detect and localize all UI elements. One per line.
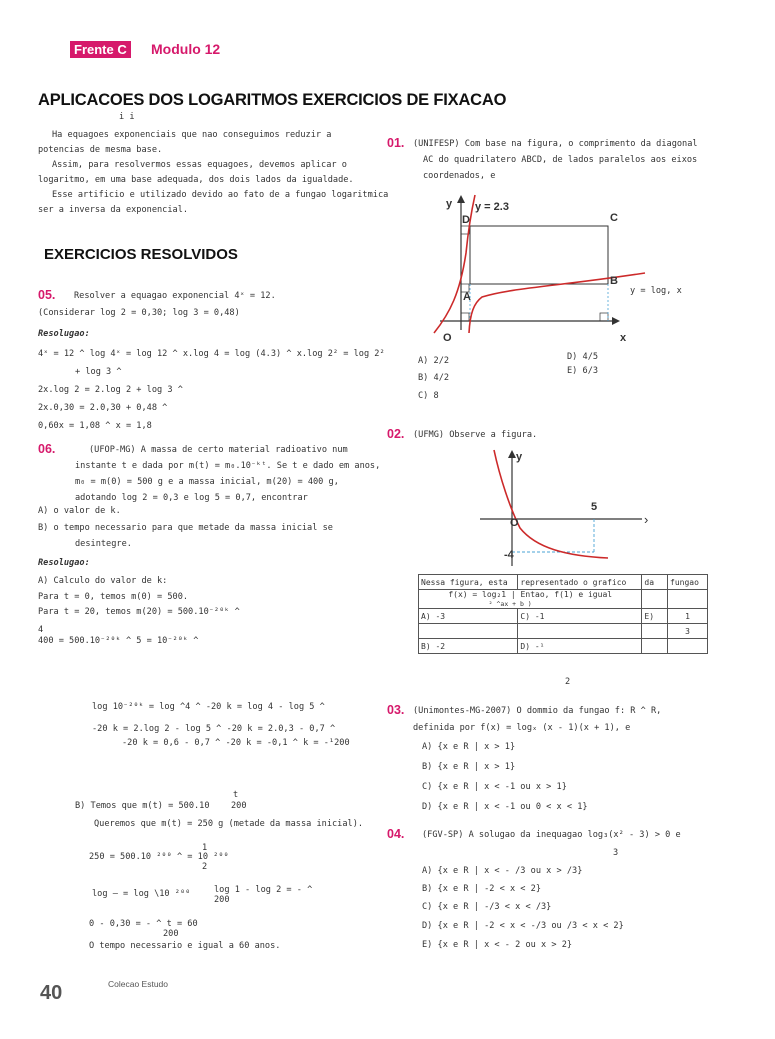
axis-arrow: › (644, 512, 649, 527)
question-number: 01. (387, 136, 405, 150)
option: D) {x e R | x < -1 ou 0 < x < 1} (422, 802, 588, 812)
fraction-numerator: 4 (38, 625, 44, 635)
right-angle-mark (600, 313, 608, 321)
option: A) {x e R | x > 1} (422, 742, 516, 752)
log-line: log 10⁻²⁰ᵏ = log ^4 ^ -20 k = log 4 - log 5 ^ (92, 702, 325, 712)
table-cell: E) (642, 609, 668, 624)
question-text: coordenados, e (423, 171, 496, 181)
intro-line: Esse artificio e utilizado devido ao fato de a fungao logaritmica (52, 190, 389, 200)
y-tick-label: -4 (504, 549, 514, 561)
table-cell (642, 639, 668, 654)
page-number: 40 (40, 982, 63, 1004)
table-cell (518, 624, 642, 639)
point-c: C (610, 212, 618, 224)
table-cell: A) -3 (419, 609, 518, 624)
right-angle-mark (461, 313, 469, 321)
exp-graph (476, 448, 666, 566)
final-line: 0 - 0,30 = - ^ t = 60 (89, 919, 198, 929)
question-text: definida por f(x) = logₓ (x - 1)(x + 1), e (413, 723, 631, 733)
intro-line: Ha equagoes exponenciais que nao conseguimos reduzir a (52, 130, 332, 140)
log-line: -20 k = 2.log 2 - log 5 ^ -20 k = 2.0,3 - 0,7 ^ (92, 724, 336, 734)
option: C) {x e R | -/3 < x < /3} (422, 902, 552, 912)
table-cell: fungao (668, 575, 708, 590)
option: E) 6/3 (567, 366, 599, 376)
question-number: 02. (387, 427, 405, 441)
option: B) {x e R | -2 < x < 2} (422, 884, 541, 894)
intro-line: potencias de mesma base. (38, 145, 163, 155)
table-cell (419, 624, 518, 639)
table-cell: da (642, 575, 668, 590)
curve-label-right: y = log, x (630, 286, 682, 296)
equation-250: 250 = 500.10 ²⁰⁰ ^ = 10 ²⁰⁰ (89, 852, 229, 862)
exercise-number: 06. (38, 442, 56, 456)
table-cell: 1 (668, 609, 708, 624)
solution-line: + log 3 ^ (75, 367, 122, 377)
x-tick-label: 5 (591, 501, 598, 513)
question-number: 04. (387, 827, 405, 841)
intro-line: Assim, para resolvermos essas equagoes, devemos aplicar o (52, 160, 347, 170)
x-axis-label: x (620, 332, 627, 344)
page-title: APLICACOES DOS LOGARITMOS EXERCICIOS DE FIXACAO (38, 91, 507, 109)
exercise-statement: Resolver a equagao exponencial 4ˣ = 12. (74, 291, 276, 301)
log-line: -20 k = 0,6 - 0,7 ^ -20 k = -0,1 ^ k = -¹200 (122, 738, 350, 748)
table-cell: B) -2 (419, 639, 518, 654)
table-cell: Nessa figura, esta (419, 575, 518, 590)
solution-line: Para t = 0, temos m(0) = 500. (38, 592, 189, 602)
collection-name: Colecao Estudo (108, 979, 169, 989)
origin-label: O (443, 332, 452, 344)
option: E) {x e R | x < - 2 ou x > 2} (422, 940, 573, 950)
solution-line: 2x.0,30 = 2.0,30 + 0,48 ^ (38, 403, 168, 413)
origin-label: O (510, 517, 519, 529)
exercise-statement: adotando log 2 = 0,3 e log 5 = 0,7, encontrar (75, 493, 308, 503)
loglog-left: log — = log \10 ²⁰⁰ (92, 889, 191, 899)
question-text: (FGV-SP) A solugao da inequagao log₃(x² - 3) > 0 e (422, 830, 681, 840)
resolution-label: Resolugao: (38, 558, 90, 568)
table-cell (668, 590, 708, 609)
point-d: D (462, 214, 470, 226)
point-b: B (610, 275, 618, 287)
title-marks: i i (119, 112, 135, 122)
option: A) {x e R | x < - /3 ou x > /3} (422, 866, 583, 876)
question-text: AC do quadrilatero ABCD, de lados paralelos aos eixos (423, 155, 698, 165)
table-cell: representado o grafico (518, 575, 642, 590)
loglog-right: log 1 - log 2 = - ^ (214, 885, 313, 895)
answer-table (418, 574, 708, 654)
part-b-line: B) Temos que m(t) = 500.10 (75, 801, 210, 811)
y-axis-label: y (516, 451, 523, 463)
loglog-denominator: 200 (214, 895, 230, 905)
subscript-3: 3 (613, 848, 619, 858)
option-b: B) o tempo necessario para que metade da massa inicial se (38, 523, 333, 533)
exponent-200: 200 (231, 801, 247, 811)
question-text: (Unimontes-MG-2007) O dommio da fungao f: R ^ R, (413, 706, 662, 716)
final-answer: O tempo necessario e igual a 60 anos. (89, 941, 281, 951)
solution-line: 0,60x = 1,08 ^ x = 1,8 (38, 421, 152, 431)
question-number: 03. (387, 703, 405, 717)
log-graph (420, 193, 690, 345)
option: A) 2/2 (418, 356, 450, 366)
option: B) 4/2 (418, 373, 450, 383)
solution-line: Para t = 20, temos m(20) = 500.10⁻²⁰ᵏ ^ (38, 607, 240, 617)
resolution-label: Resolugao: (38, 329, 90, 339)
option-a: A) o valor de k. (38, 506, 121, 516)
solution-line: 2x.log 2 = 2.log 2 + log 3 ^ (38, 385, 183, 395)
table-cell (668, 639, 708, 654)
table-cell: C) -1 (518, 609, 642, 624)
option: C) {x e R | x < -1 ou x > 1} (422, 782, 567, 792)
function-definition: f(x) = log₂1 | Entao, f(1) e igual (448, 590, 613, 599)
solution-line: A) Calculo do valor de k: (38, 576, 168, 586)
module-label: Modulo 12 (151, 41, 221, 57)
option: D) 4/5 (567, 352, 599, 362)
table-cell: 3 (668, 624, 708, 639)
section-heading: EXERCICIOS RESOLVIDOS (44, 246, 238, 263)
table-cell (419, 590, 642, 609)
intro-line: logaritmo, em uma base adequada, dos dois lados da igualdade. (38, 175, 354, 185)
final-denominator: 200 (163, 929, 179, 939)
exercise-statement: m₀ = m(0) = 500 g e a massa inicial, m(20) = 400 g, (75, 477, 339, 487)
solution-line: 4ˣ = 12 ^ log 4ˣ = log 12 ^ x.log 4 = log (4.3) ^ x.log 2² = log 2² (38, 349, 385, 359)
option-b-cont: desintegre. (75, 539, 132, 549)
exercise-given: (Considerar log 2 = 0,30; log 3 = 0,48) (38, 308, 240, 318)
intro-line: ser a inversa da exponencial. (38, 205, 189, 215)
curve-label-top: y = 2.3 (475, 201, 509, 213)
part-b-want: Queremos que m(t) = 250 g (metade da massa inicial). (94, 819, 364, 829)
y-axis-label: y (446, 198, 453, 210)
exponent-t: t (233, 790, 239, 800)
table-cell (642, 624, 668, 639)
point-a: A (463, 291, 471, 303)
question-text: (UFMG) Observe a figura. (413, 430, 538, 440)
option: D) {x e R | -2 < x < -/3 ou /3 < x < 2} (422, 921, 624, 931)
frente-badge: Frente C (70, 41, 131, 58)
function-sub: ² ^ax + b ) (488, 600, 532, 608)
option: C) 8 (418, 391, 439, 401)
exercise-statement: instante t e dada por m(t) = m₀.10⁻ᵏᵗ. Se t e dado em anos, (75, 461, 381, 471)
fraction-denominator: 2 (565, 677, 571, 687)
exercise-statement: (UFOP-MG) A massa de certo material radioativo num (89, 445, 348, 455)
option: B) {x e R | x > 1} (422, 762, 516, 772)
table-cell (642, 590, 668, 609)
question-text: (UNIFESP) Com base na figura, o comprimento da diagonal (413, 139, 698, 149)
solution-line: 400 = 500.10⁻²⁰ᵏ ^ 5 = 10⁻²⁰ᵏ ^ (38, 636, 199, 646)
fraction-numerator: 1 (202, 843, 208, 853)
exercise-number: 05. (38, 288, 56, 302)
table-cell: D) -¹ (518, 639, 642, 654)
fraction-denominator: 2 (202, 862, 208, 872)
